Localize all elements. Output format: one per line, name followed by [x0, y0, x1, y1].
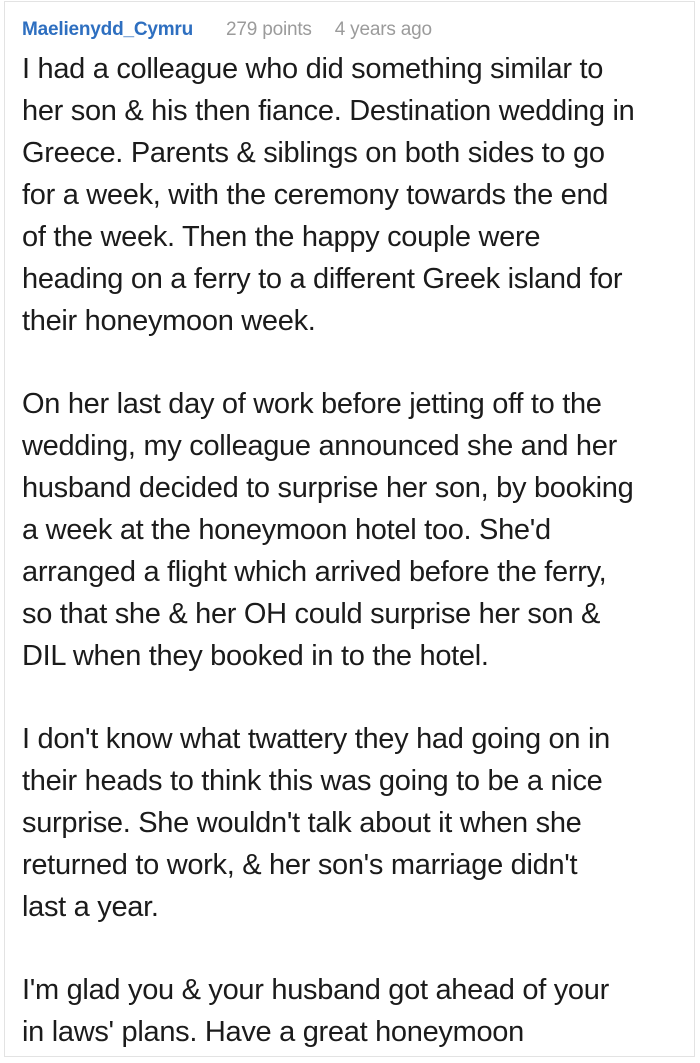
- comment-text-line: wedding, my colleague announced she and her: [22, 430, 617, 462]
- comment-text-line: their honeymoon week.: [22, 305, 316, 337]
- comment-text-line: surprise. She wouldn't talk about it when she: [22, 807, 582, 839]
- comment-text-line: I don't know what twattery they had going on in: [22, 723, 610, 755]
- comment-paragraph: [22, 969, 686, 1053]
- reddit-comment-card: [4, 1, 695, 1057]
- comment-text-line: last a year.: [22, 891, 159, 923]
- comment-text-line: returned to work, & her son's marriage didn't: [22, 849, 578, 881]
- comment-body: [22, 48, 686, 1053]
- comment-text-line: I'm glad you & your husband got ahead of your: [22, 974, 609, 1006]
- comment-author-link[interactable]: Maelienydd_Cymru: [22, 19, 194, 40]
- comment-text-line: of the week. Then the happy couple were: [22, 221, 541, 253]
- comment-paragraph: [22, 383, 686, 677]
- comment-text-line: Greece. Parents & siblings on both sides to go: [22, 137, 605, 169]
- comment-points: 279 points: [226, 19, 312, 40]
- comment-text-line: heading on a ferry to a different Greek island for: [22, 263, 623, 295]
- comment-text-line: their heads to think this was going to be a nice: [22, 765, 603, 797]
- comment-text-line: arranged a flight which arrived before the ferry,: [22, 556, 607, 588]
- comment-paragraph: [22, 718, 686, 928]
- comment-text-line: a week at the honeymoon hotel too. She'd: [22, 514, 551, 546]
- comment-paragraph: [22, 48, 686, 342]
- comment-text-line: her son & his then fiance. Destination wedding in: [22, 95, 635, 127]
- comment-text-line: so that she & her OH could surprise her son &: [22, 598, 601, 630]
- comment-text-line: I had a colleague who did something similar to: [22, 53, 604, 85]
- comment-text-line: On her last day of work before jetting off to the: [22, 388, 602, 420]
- comment-text-line: husband decided to surprise her son, by booking: [22, 472, 634, 504]
- comment-text-line: DIL when they booked in to the hotel.: [22, 640, 489, 672]
- comment-text-line: for a week, with the ceremony towards the end: [22, 179, 609, 211]
- comment-timestamp: 4 years ago: [334, 19, 432, 40]
- comment-text-line: in laws' plans. Have a great honeymoon: [22, 1016, 524, 1048]
- comment-header: [22, 18, 694, 42]
